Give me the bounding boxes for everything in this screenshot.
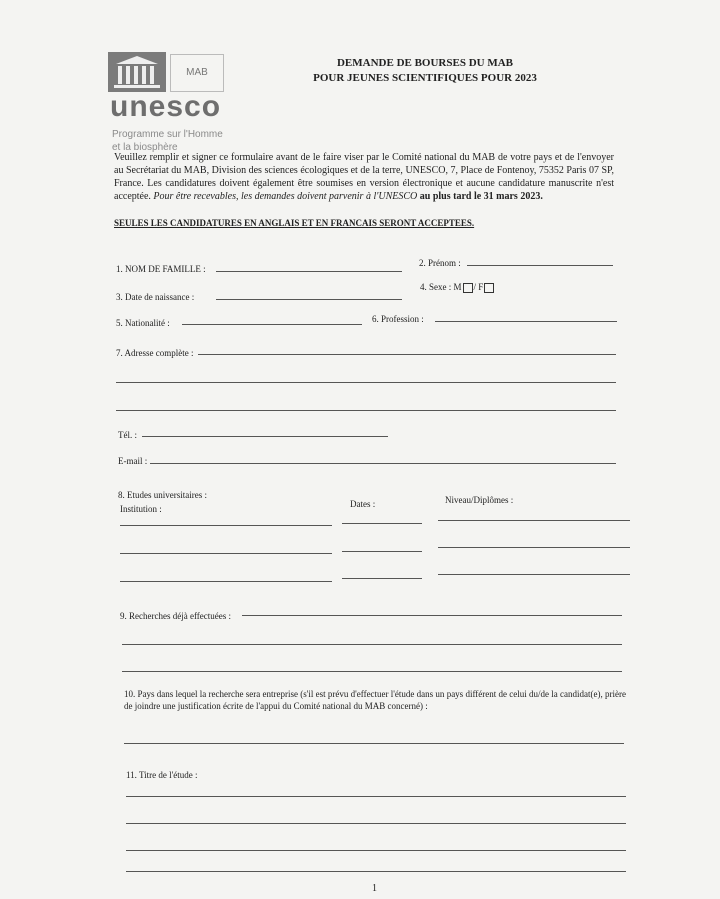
phone-field[interactable] [142, 436, 388, 437]
intro-paragraph [114, 151, 614, 203]
family-name-label: 1. NOM DE FAMILLE : [116, 264, 206, 274]
research-field-1[interactable] [242, 615, 622, 616]
institution-field-1[interactable] [120, 525, 332, 526]
intro-italic: Pour être recevables, les demandes doivent parvenir à l'UNESCO [153, 191, 418, 202]
degree-label: Niveau/Diplômes : [445, 495, 514, 505]
dates-label: Dates : [350, 499, 376, 509]
address-label: 7. Adresse complète : [116, 348, 194, 358]
research-country-label: 10. Pays dans lequel la recherche sera entreprise (s'il est prévu d'effectuer l'étude dans un pays différent de celui du/de la candidat(e), prière de joindre une justification écrite de l'appui du Comité national du MAB concerné) : [124, 689, 626, 711]
degree-field-2[interactable] [438, 547, 630, 548]
nationality-field[interactable] [182, 324, 362, 325]
sex-f-checkbox[interactable] [484, 283, 494, 293]
email-field[interactable] [150, 463, 616, 464]
first-name-label: 2. Prénom : [419, 258, 461, 268]
email-label: E-mail : [118, 456, 148, 466]
dates-field-3[interactable] [342, 578, 422, 579]
sex-label-m: 4. Sexe : M [420, 282, 462, 292]
sex-label-f: / F [473, 282, 484, 292]
birth-date-field[interactable] [216, 299, 402, 300]
profession-label: 6. Profession : [372, 314, 424, 324]
research-country-field[interactable] [124, 743, 624, 744]
research-label: 9. Recherches déjà effectuées : [120, 611, 232, 621]
programme-line-1: Programme sur l'Homme [112, 129, 223, 140]
institution-field-3[interactable] [120, 581, 332, 582]
phone-label: Tél. : [118, 430, 137, 440]
address-field-2[interactable] [116, 382, 616, 383]
address-field-3[interactable] [116, 410, 616, 411]
brand-name: unesco [110, 90, 222, 123]
institution-label: Institution : [120, 504, 162, 514]
page-title [300, 56, 550, 86]
unesco-logo [108, 52, 228, 92]
title-line-2: POUR JEUNES SCIENTIFIQUES POUR 2023 [313, 72, 537, 84]
institution-field-2[interactable] [120, 553, 332, 554]
study-title-field-4[interactable] [126, 871, 626, 872]
nationality-label: 5. Nationalité : [116, 318, 170, 328]
language-notice: SEULES LES CANDIDATURES EN ANGLAIS ET EN FRANCAIS SERONT ACCEPTEES. [114, 218, 475, 228]
intro-deadline: au plus tard le 31 mars 2023. [417, 191, 543, 202]
degree-field-1[interactable] [438, 520, 630, 521]
sex-label [420, 282, 495, 293]
address-field-1[interactable] [198, 354, 616, 355]
study-title-field-3[interactable] [126, 850, 626, 851]
first-name-field[interactable] [467, 265, 613, 266]
research-field-3[interactable] [122, 671, 622, 672]
page-number: 1 [372, 883, 377, 894]
family-name-field[interactable] [216, 271, 402, 272]
study-title-field-1[interactable] [126, 796, 626, 797]
sex-m-checkbox[interactable] [463, 283, 473, 293]
research-field-2[interactable] [122, 644, 622, 645]
study-title-field-2[interactable] [126, 823, 626, 824]
degree-field-3[interactable] [438, 574, 630, 575]
profession-field[interactable] [435, 321, 617, 322]
temple-icon [108, 52, 166, 92]
study-title-label: 11. Titre de l'étude : [126, 770, 198, 780]
mab-logo: MAB [170, 54, 224, 92]
studies-label: 8. Etudes universitaires : [118, 490, 207, 500]
programme-line-2: et la biosphère [112, 142, 178, 153]
birth-date-label: 3. Date de naissance : [116, 292, 195, 302]
dates-field-2[interactable] [342, 551, 422, 552]
dates-field-1[interactable] [342, 523, 422, 524]
intro-text: Veuillez remplir et signer ce formulaire avant de le faire viser par le Comité national du MAB de votre pays et de l'envoyer au Secrétariat du MAB, Division des sciences écologiques et de la terre, UNESCO, 7, Place de Fontenoy, 75352 Paris 07 SP, France. Les candidatures doivent également être soumises en version électronique et aucune candidature manuscrite n'est acceptée. [114, 152, 614, 202]
title-line-1: DEMANDE DE BOURSES DU MAB [336, 57, 514, 69]
